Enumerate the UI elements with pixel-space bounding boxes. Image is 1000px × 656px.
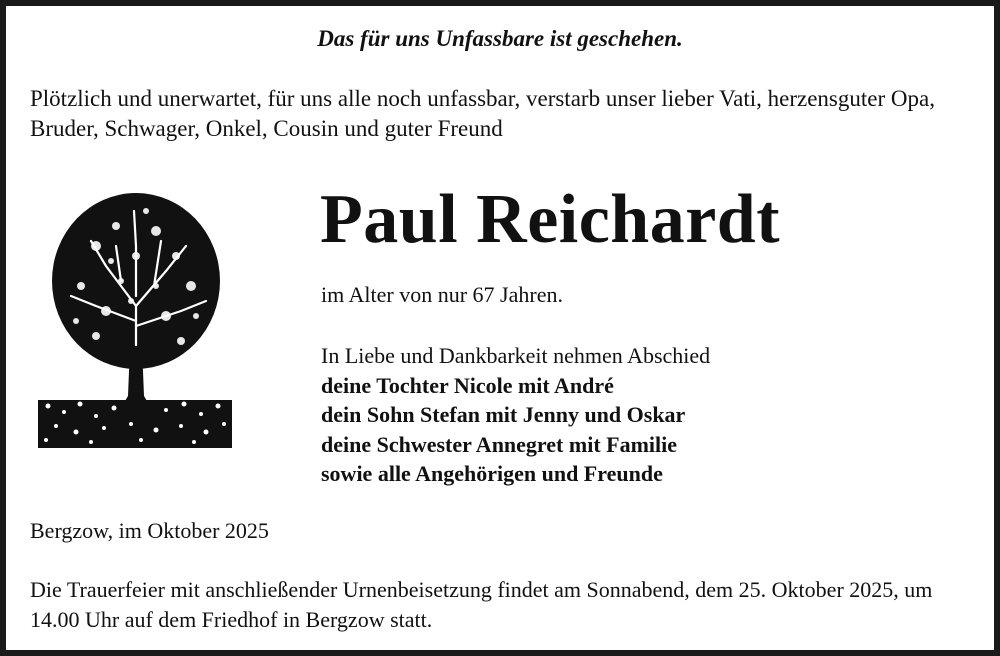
service-info: Die Trauerfeier mit anschließender Urnenbeisetzung findet am Sonnabend, dem 25. Oktober 2025, um 14.00 Uhr auf dem Friedhof in Bergzow statt. (30, 577, 933, 632)
farewell-block (321, 341, 710, 489)
tree-icon (36, 186, 234, 452)
age-line: im Alter von nur 67 Jahren. (321, 282, 563, 307)
intro-text: Plötzlich und unerwartet, für uns alle noch unfassbar, verstarb unser lieber Vati, herzensguter Opa, Bruder, Schwager, Onkel, Cousin und guter Freund (30, 86, 935, 141)
deceased-name: Paul Reichardt (320, 181, 781, 258)
mourner-line: deine Tochter Nicole mit André (321, 372, 614, 398)
mourner-line: deine Schwester Annegret mit Familie (321, 431, 678, 457)
farewell-intro: In Liebe und Dankbarkeit nehmen Abschied (321, 343, 711, 368)
place-date: Bergzow, im Oktober 2025 (30, 518, 269, 543)
headline: Das für uns Unfassbare ist geschehen. (317, 26, 683, 51)
mourner-line: sowie alle Angehörigen und Freunde (321, 461, 663, 486)
mourner-line: dein Sohn Stefan mit Jenny und Oskar (321, 402, 686, 427)
